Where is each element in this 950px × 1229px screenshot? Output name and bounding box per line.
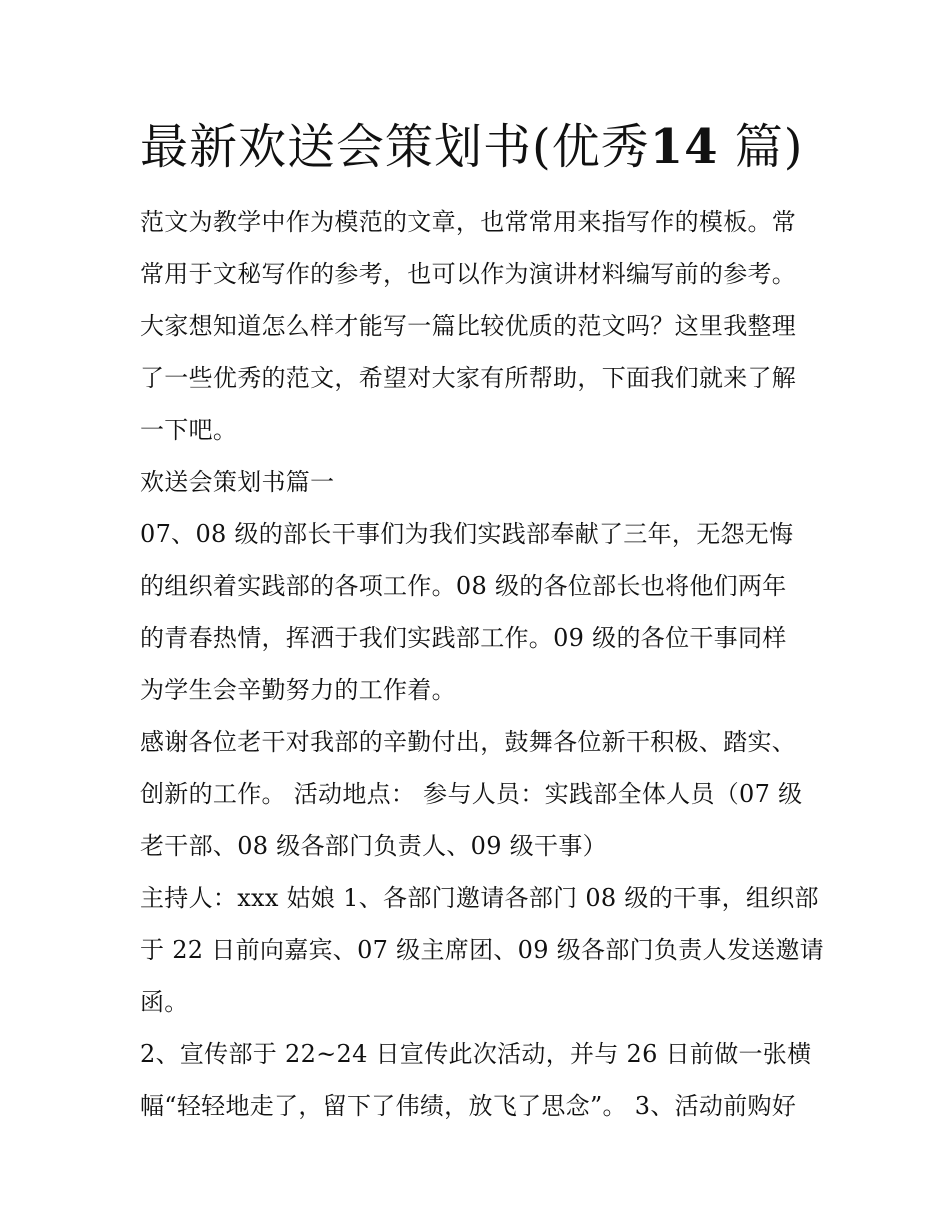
body-line: 的组织着实践部的各项工作。08 级的各位部长也将他们两年 (140, 572, 787, 600)
body-line: 函。 (140, 988, 189, 1016)
body-line: 主持人：xxx 姑娘 1、各部门邀请各部门 08 级的干事，组织部 (140, 884, 819, 912)
body-line: 07、08 级的部长干事们为我们实践部奉献了三年，无怨无悔 (140, 520, 794, 548)
body-line: 大家想知道怎么样才能写一篇比较优质的范文吗？这里我整理 (140, 312, 797, 340)
body-line: 于 22 日前向嘉宾、07 级主席团、09 级各部门负责人发送邀请 (140, 936, 825, 964)
body-line: 了一些优秀的范文，希望对大家有所帮助，下面我们就来了解 (140, 364, 797, 392)
body-line: 创新的工作。 活动地点： 参与人员：实践部全体人员（07 级 (140, 780, 803, 808)
section-heading: 欢送会策划书篇一 (140, 468, 335, 496)
title-number: 14 (649, 119, 719, 175)
body-line: 的青春热情，挥洒于我们实践部工作。09 级的各位干事同样 (140, 624, 787, 652)
body-line: 为学生会辛勤努力的工作着。 (140, 676, 456, 704)
document-body (140, 196, 825, 1132)
title-prefix: 最新欢送会策划书(优秀 (140, 119, 650, 175)
document-title (140, 112, 840, 182)
body-line: 感谢各位老干对我部的辛勤付出，鼓舞各位新干积极、踏实、 (140, 728, 797, 756)
body-line: 范文为教学中作为模范的文章，也常常用来指写作的模板。常 (140, 208, 797, 236)
body-line: 幅“轻轻地走了，留下了伟绩，放飞了思念”。 3、活动前购好 (140, 1092, 797, 1120)
body-line: 常用于文秘写作的参考，也可以作为演讲材料编写前的参考。 (140, 260, 797, 288)
body-line: 老干部、08 级各部门负责人、09 级干事） (140, 832, 607, 860)
body-line: 2、宣传部于 22~24 日宣传此次活动，并与 26 日前做一张横 (140, 1040, 812, 1068)
body-line: 一下吧。 (140, 416, 238, 444)
title-suffix: 篇) (734, 119, 804, 175)
